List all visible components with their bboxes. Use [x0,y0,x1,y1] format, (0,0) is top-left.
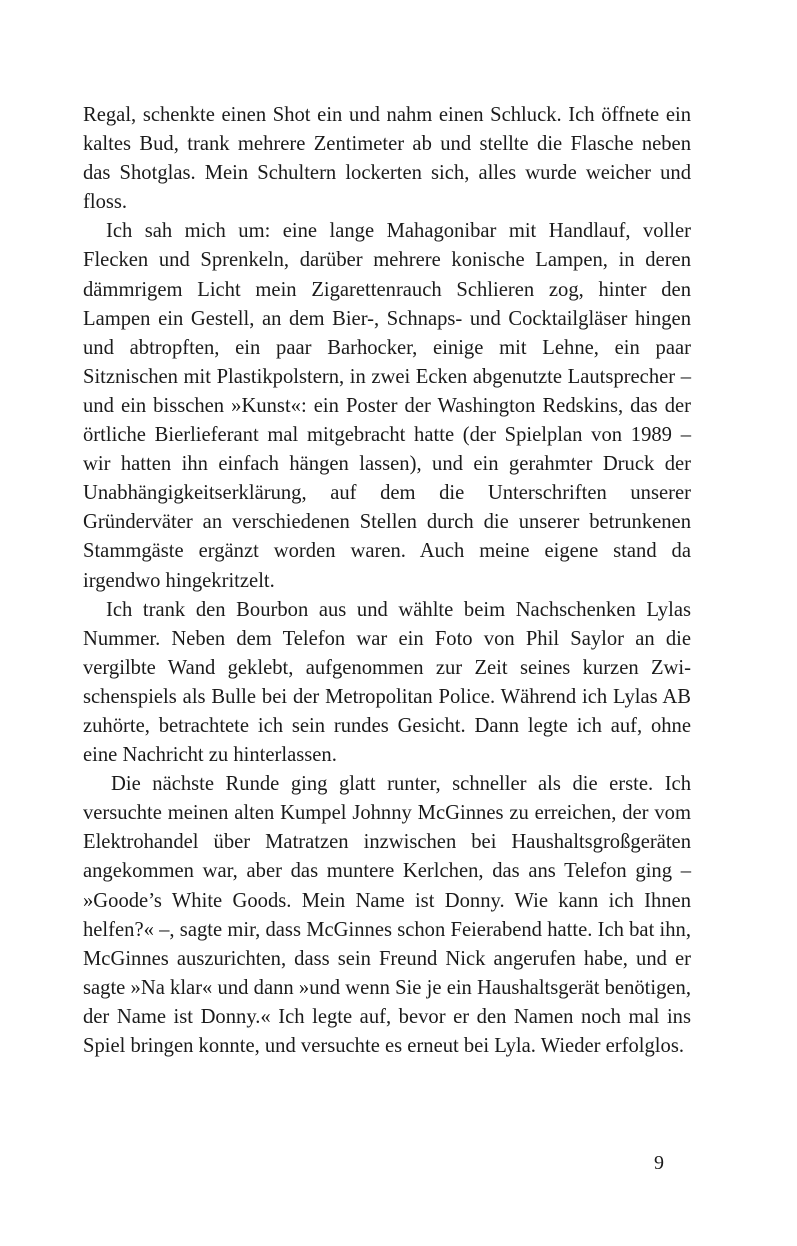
paragraph-1: Regal, schenkte einen Shot ein und nahm einen Schluck. Ich öffnete ein kaltes Bud, trank mehrere Zentimeter ab und stellte die Flasche neben das Shotglas. Mein Schultern lockerten sich, alles wurde weicher und floss. [83,104,691,214]
page-number: 9 [654,1152,664,1174]
paragraph-3: Ich trank den Bourbon aus und wählte beim Nachschenken Lylas Nummer. Neben dem Telefon war ein Foto von Phil Saylor an die vergilbte Wand geklebt, aufgenommen zur Zeit seines kurzen Zwischenspiels als Bulle bei der Metropolitan Police. Während ich Lylas AB zuhörte, betrachtete ich sein rundes Gesicht. Dann legte ich auf, ohne eine Nachricht zu hinterlassen. [83,598,691,767]
paragraph-4: Die nächste Runde ging glatt runter, schneller als die erste. Ich versuchte meinen alten Kumpel Johnny McGinnes zu erreichen, der vom Elektrohandel über Matratzen inzwischen bei Haushaltsgroßgeräten angekommen war, aber das muntere Kerlchen, das ans Telefon ging – »Goode’s White Goods. Mein Name ist Donny. Wie kann ich Ihnen helfen?« –, sagte mir, dass McGinnes schon Feierabend hatte. Ich bat ihn, McGinnes auszurichten, dass sein Freund Nick angerufen habe, und er sagte »Na klar« und dann »und wenn Sie je ein Haushaltsgerät benötigen, der Name ist Donny.« Ich legte auf, bevor er den Namen noch mal ins Spiel bringen konnte, und versuchte es erneut bei Lyla. Wieder erfolglos. [83,773,691,1057]
body-text [83,101,691,1061]
paragraph-2: Ich sah mich um: eine lange Mahagonibar mit Handlauf, voller Flecken und Sprenkeln, darüber mehrere konische Lampen, in deren dämmrigem Licht mein Zigarettenrauch Schlieren zog, hinter den Lampen ein Gestell, an dem Bier-, Schnaps- und Cocktailgläser hingen und abtropften, ein paar Barhocker, einige mit Lehne, ein paar Sitznischen mit Plastikpolstern, in zwei Ecken abgenutzte Lautsprecher – und ein bisschen »Kunst«: ein Poster der Washington Redskins, das der örtliche Bierlieferant mal mitgebracht hatte (der Spielplan von 1989 – wir hatten ihn einfach hängen lassen), und ein gerahmter Druck der Unabhängigkeitserklärung, auf dem die Unterschriften unserer Gründerväter an verschiedenen Stellen durch die unserer betrunkenen Stammgäste ergänzt worden waren. Auch meine eigene stand da irgendwo hingekritzelt. [83,220,691,592]
